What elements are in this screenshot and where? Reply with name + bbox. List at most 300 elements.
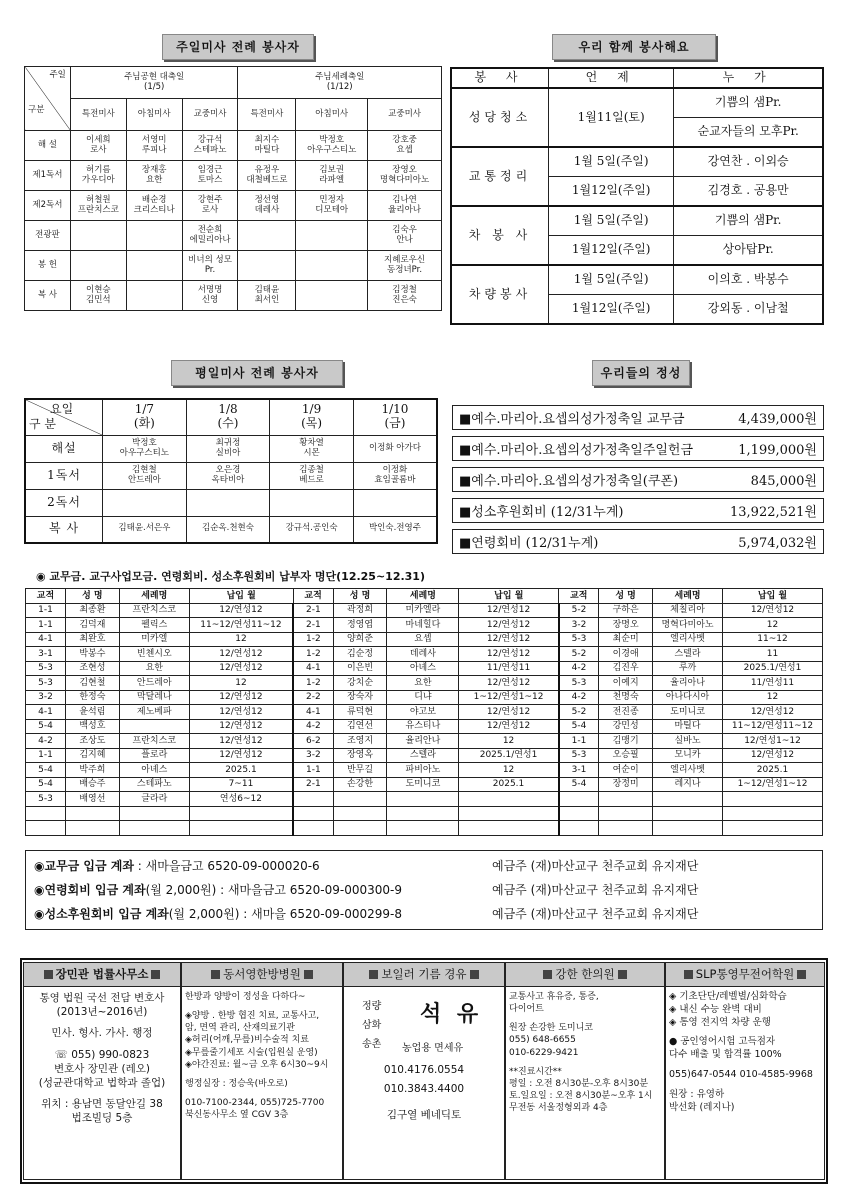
payment-cell: [723, 821, 823, 836]
ad-law: 장민관 법률사무소 통영 법원 국선 전담 변호사 (2013년~2016년) 민사. 형사. 가사. 행정 ☏ 055) 990-0823 변호사 장민관 (레오) (성균관대학교 법학과 졸업) 위치 : 용남면 동달안길 38 법조빌딩 5층: [23, 962, 181, 1180]
payment-cell: 미카엘: [119, 632, 189, 647]
payment-cell: 반무길: [333, 763, 387, 778]
ad-line: 원장 손강한 도미니코: [509, 1023, 593, 1034]
weekday-cell: 이정화 아가다: [353, 435, 437, 462]
together-who: 기쁨의 샘Pr.: [674, 88, 823, 118]
payment-cell: 장명오: [599, 618, 653, 633]
payment-cell: 1-1: [293, 763, 333, 778]
sunday-cell: 허기름 가우디아: [70, 161, 126, 191]
payment-cell: 11/연성11: [459, 661, 559, 676]
payment-cell: 연성6~12: [189, 792, 293, 807]
together-table: [450, 67, 824, 325]
together-when: 1월12일(주일): [549, 236, 674, 266]
payment-heading: ◉ 교무금. 교구사업모금. 연령회비. 성소후원회비 납부자 명단(12.25~12.31): [36, 570, 425, 583]
ad-line: ◈양방 . 한방 협진 치료, 교통사고,: [185, 1011, 320, 1022]
ad-oil: 보일러 기름 경유 정량 삼화 송촌 석 유 농업용 면세유 010.4176.0554 010.3843.4400 김구열 베네딕토: [343, 962, 505, 1180]
weekday-cell: 박정호 아우구스티노: [103, 435, 187, 462]
payment-cell: 마네힐다: [387, 618, 459, 633]
offering-amount: 845,000원: [750, 474, 817, 489]
weekday-cell: 박인숙.전영주: [353, 516, 437, 543]
row-label: 해 설: [25, 131, 71, 161]
payment-cell: 2025.1/연성1: [459, 748, 559, 763]
offering-amount: 1,199,000원: [738, 443, 817, 458]
payment-cell: [65, 806, 119, 821]
payment-cell: 펠릭스: [119, 618, 189, 633]
payment-cell: 스테파노: [119, 777, 189, 792]
payment-cell: 김맹기: [599, 734, 653, 749]
sunday-cell: 김숙우 안나: [368, 221, 442, 251]
payment-cell: 조현성: [65, 661, 119, 676]
payment-cell: 김순정: [333, 647, 387, 662]
sunday-cell: [296, 251, 368, 281]
payment-cell: 배승주: [65, 777, 119, 792]
ad-line: ◈무릎줄기세포 시술(입원실 운영): [185, 1047, 318, 1058]
weekday-day: 1/9 (목): [270, 399, 354, 435]
payment-cell: [189, 821, 293, 836]
sunday-cell: 이세희 로사: [70, 131, 126, 161]
payment-cell: 4-1: [26, 632, 66, 647]
ad-line: 변호사 장민관 (레오): [53, 1062, 150, 1075]
row-label: 봉 헌: [25, 251, 71, 281]
payment-cell: 12/연성12: [189, 705, 293, 720]
payment-cell: [333, 806, 387, 821]
together-when: 1월 5일(주일): [549, 206, 674, 236]
weekday-label: 복 사: [25, 516, 103, 543]
payment-cell: 김지혜: [65, 748, 119, 763]
payment-cell: 12/연성12: [459, 647, 559, 662]
payment-cell: 구하은: [599, 603, 653, 618]
ad-line: [509, 1059, 661, 1066]
together-who: 강외동 . 이남철: [674, 295, 823, 325]
together-when: 1월11일(토): [549, 88, 674, 147]
payment-cell: [653, 792, 723, 807]
payment-cell: 조상도: [65, 734, 119, 749]
ad-line: 위치 : 용남면 동달안길 38: [41, 1098, 163, 1111]
payment-cell: 5-4: [26, 777, 66, 792]
sunday-cell: 이현승 김민석: [70, 281, 126, 311]
payment-cell: 장영옥: [333, 748, 387, 763]
sunday-cell: [126, 281, 182, 311]
square-icon: [618, 970, 627, 979]
payment-cell: [119, 806, 189, 821]
ad-line: 법조빌딩 5층: [71, 1112, 133, 1125]
weekday-label: 해설: [25, 435, 103, 462]
payment-cell: 프란치스코: [119, 734, 189, 749]
payment-cell: 1~12/연성1~12: [459, 690, 559, 705]
payment-cell: 12: [189, 632, 293, 647]
ad-line: 행정실장 : 정승욱(바오로): [185, 1078, 288, 1089]
payment-cell: 강치순: [333, 676, 387, 691]
payment-cell: 스텔라: [653, 647, 723, 662]
account-line: [34, 857, 320, 874]
payment-cell: [65, 821, 119, 836]
weekday-cell: 김태윤.서은우: [103, 516, 187, 543]
account-line: [34, 881, 402, 898]
payment-cell: 이경애: [599, 647, 653, 662]
payment-cell: 박봉수: [65, 647, 119, 662]
payment-header: 세례명: [653, 589, 723, 604]
sunday-cell: 김보권 라파엘: [296, 161, 368, 191]
sunday-cell: [296, 221, 368, 251]
sunday-cell: 장영오 명혁다미아노: [368, 161, 442, 191]
sunday-cell: 강현주 로사: [182, 191, 238, 221]
payment-cell: 6-2: [293, 734, 333, 749]
together-when: 1월 5일(주일): [549, 265, 674, 295]
square-icon: [470, 970, 479, 979]
square-icon: [44, 970, 53, 979]
offering-title: 우리들의 정성: [592, 360, 690, 386]
payment-cell: 12/연성12: [189, 603, 293, 618]
together-who: 이의호 . 박봉수: [674, 265, 823, 295]
payment-cell: [459, 792, 559, 807]
offering-label: ■예수.마리아.요셉의성가정축일(쿠폰): [459, 474, 679, 489]
payment-cell: 정영엽: [333, 618, 387, 633]
payment-cell: 야고보: [387, 705, 459, 720]
payment-cell: 1-2: [293, 676, 333, 691]
sunday-cell: 김태윤 최서인: [238, 281, 296, 311]
offering-label: ■예수.마리아.요셉의성가정축일주일헌금: [459, 443, 694, 458]
sunday-cell: 지혜로우신 동정녀Pr.: [368, 251, 442, 281]
payment-cell: 손강한: [333, 777, 387, 792]
payment-cell: 장숙자: [333, 690, 387, 705]
payment-cell: 5-2: [559, 603, 599, 618]
together-who: 김경호 . 공용만: [674, 177, 823, 207]
payment-cell: 아녜스: [119, 763, 189, 778]
payment-cell: [293, 806, 333, 821]
payment-cell: 요셉: [387, 632, 459, 647]
ad-line: 김구열 베네딕토: [386, 1108, 462, 1121]
payment-cell: 마틸다: [653, 719, 723, 734]
payment-cell: 오승필: [599, 748, 653, 763]
payment-header: 교적: [293, 589, 333, 604]
payment-cell: 12/연성12: [189, 734, 293, 749]
payment-cell: 스텔라: [387, 748, 459, 763]
weekday-cell: 김종철 베드로: [270, 462, 354, 489]
payment-cell: 12: [723, 690, 823, 705]
ad-line: 010.4176.0554: [383, 1064, 465, 1076]
payment-cell: 요한: [119, 661, 189, 676]
payment-cell: 3-1: [559, 763, 599, 778]
payment-cell: [723, 806, 823, 821]
payment-cell: 5-3: [559, 748, 599, 763]
together-title: 우리 함께 봉사해요: [552, 34, 716, 60]
ad-line: [27, 1090, 177, 1097]
payment-cell: [559, 806, 599, 821]
ad-line: 010-7100-2344, 055)725-7700: [185, 1097, 325, 1108]
ad-line: 055)647-0544 010-4585-9968: [669, 1069, 813, 1081]
payment-header: 성 명: [599, 589, 653, 604]
sunday-cell: 강호중 요셉: [368, 131, 442, 161]
sunday-cell: 비너의 성모 Pr.: [182, 251, 238, 281]
offering-item: [452, 405, 824, 430]
payment-cell: 5-4: [559, 719, 599, 734]
payment-cell: 5-3: [26, 792, 66, 807]
payment-cell: 박주희: [65, 763, 119, 778]
weekday-cell: 황차열 시몬: [270, 435, 354, 462]
ad-line: ● 공인영어시험 고득점자: [669, 1036, 776, 1048]
payment-cell: 3-2: [293, 748, 333, 763]
sunday-cell: [238, 251, 296, 281]
payment-cell: 장정미: [599, 777, 653, 792]
payment-cell: [653, 806, 723, 821]
payment-cell: [459, 821, 559, 836]
payment-cell: 아나다시아: [653, 690, 723, 705]
payment-header: 세례명: [387, 589, 459, 604]
payment-cell: 12: [459, 763, 559, 778]
mass-header: 아침미사: [296, 99, 368, 131]
payment-cell: [387, 821, 459, 836]
payment-cell: 1~12/연성1~12: [723, 777, 823, 792]
payment-cell: [559, 792, 599, 807]
ad-line: 원장 : 유영하: [669, 1088, 725, 1100]
payment-cell: 도미니코: [387, 777, 459, 792]
payment-cell: 요한: [387, 676, 459, 691]
ad-oil-area: 정량: [362, 1001, 382, 1012]
sunday-cell: 김나연 율리아나: [368, 191, 442, 221]
account-label: ◉연령회비 입금 계좌: [34, 883, 146, 897]
payment-cell: 7~11: [189, 777, 293, 792]
payment-cell: 명혁다미아노: [653, 618, 723, 633]
ad-line: 민사. 형사. 가사. 행정: [51, 1027, 153, 1040]
feast-2: 주님세례축일 (1/12): [238, 67, 442, 99]
weekday-label: 2독서: [25, 489, 103, 516]
ad-line: 무전동 서울정형외과 4층: [509, 1103, 608, 1114]
payment-cell: 5-4: [26, 719, 66, 734]
payment-cell: 체칠리아: [653, 603, 723, 618]
payment-cell: 양희준: [333, 632, 387, 647]
payment-cell: [723, 792, 823, 807]
payment-cell: 12/연성12: [723, 705, 823, 720]
sunday-cell: 서영미 루피나: [126, 131, 182, 161]
payment-cell: 막달레나: [119, 690, 189, 705]
sunday-cell: 박정호 아우구스티노: [296, 131, 368, 161]
payment-cell: 강민성: [599, 719, 653, 734]
weekday-cell: 김순옥.천현숙: [186, 516, 270, 543]
weekday-day: 1/7 (화): [103, 399, 187, 435]
offering-item: [452, 529, 824, 554]
payment-cell: [599, 806, 653, 821]
row-label: 제2독서: [25, 191, 71, 221]
ad-line: 다이어트: [509, 1004, 544, 1015]
sunday-cell: [70, 221, 126, 251]
row-label: 전광판: [25, 221, 71, 251]
payment-cell: 플로라: [119, 748, 189, 763]
ad-line: ◈ 기초단단/레벨별/심화학습: [669, 991, 787, 1002]
ad-line: ◈야간진료: 월~금 오후 6시30~9시: [185, 1059, 329, 1070]
payment-cell: 데레사: [387, 647, 459, 662]
payment-cell: 12/연성12: [459, 603, 559, 618]
payment-cell: 12/연성1~12: [723, 734, 823, 749]
offering-item: [452, 498, 824, 523]
payment-cell: [559, 821, 599, 836]
payment-header: 납입 월: [189, 589, 293, 604]
payment-cell: 김진우: [599, 661, 653, 676]
payment-cell: 3-2: [559, 618, 599, 633]
ad-line: ◈ 통영 전지역 차량 운행: [669, 1016, 771, 1028]
payment-cell: 2025.1: [189, 763, 293, 778]
payment-cell: 조영지: [333, 734, 387, 749]
payment-cell: 디냐: [387, 690, 459, 705]
payment-cell: [387, 792, 459, 807]
weekday-cell: [186, 489, 270, 516]
payment-cell: 5-3: [26, 676, 66, 691]
weekday-day: 1/10 (금): [353, 399, 437, 435]
square-icon: [684, 970, 693, 979]
ad-line: 055) 648-6655: [509, 1035, 576, 1046]
together-when: 1월12일(주일): [549, 177, 674, 207]
ad-line: 010.3843.4400: [383, 1082, 465, 1095]
payment-cell: 2-2: [293, 690, 333, 705]
row-label: 복 사: [25, 281, 71, 311]
payment-cell: 2025.1/연성1: [723, 661, 823, 676]
weekday-cell: 강규석.공인숙: [270, 516, 354, 543]
ad-line: 한방과 양방이 정성을 다하다~: [185, 992, 306, 1002]
sunday-cell: 배순경 크리스티나: [126, 191, 182, 221]
square-icon: [151, 970, 160, 979]
square-icon: [369, 970, 378, 979]
account-label: ◉성소후원회비 입금 계좌: [34, 907, 169, 921]
together-when: 1월12일(주일): [549, 295, 674, 325]
ad-hospital: 동서영한방병원 한방과 양방이 정성을 다하다~ ◈양방 . 한방 협진 치료, 교통사고, 암, 면역 관리, 산재의료기관 ◈허리(어깨,무릎)비수술적 치료 ◈무릎줄기세포 시술(입원실 운영) ◈야간진료: 월~금 오후 6시30~9시 행정실장 : 정승욱(바오로) 010-7100-2344, 055)725-7700 북신동사무소 옆 CGV 3층: [181, 962, 343, 1180]
mass-header: 특전미사: [70, 99, 126, 131]
weekday-day: 1/8 (수): [186, 399, 270, 435]
payment-cell: 율리아나: [653, 676, 723, 691]
payment-header: 성 명: [333, 589, 387, 604]
payment-cell: [599, 821, 653, 836]
sunday-corner: 주일 구분: [25, 67, 71, 131]
ad-line: 토.일요일 : 오전 8시30분~오후 1시: [509, 1090, 653, 1101]
account-detail: (월 2,000원) : 새마을 6520-09-000299-8: [168, 907, 402, 921]
payment-cell: 이예지: [599, 676, 653, 691]
sunday-cell: [296, 281, 368, 311]
payment-cell: 12/연성12: [723, 603, 823, 618]
payment-cell: 4-2: [559, 690, 599, 705]
weekday-cell: [270, 489, 354, 516]
payment-cell: 5-4: [559, 777, 599, 792]
payment-table: [25, 588, 823, 836]
sunday-cell: 전순희 에밀리아나: [182, 221, 238, 251]
payment-cell: 11~12: [723, 632, 823, 647]
ad-line: ◈ 내신 수능 완벽 대비: [669, 1003, 762, 1015]
weekday-title: 평일미사 전례 봉사자: [171, 360, 343, 386]
payment-header: 납입 월: [723, 589, 823, 604]
ad-line: 010-6229-9421: [509, 1047, 579, 1058]
payment-cell: 2-1: [293, 618, 333, 633]
payment-cell: 4-1: [26, 705, 66, 720]
payment-cell: 12/연성12: [459, 618, 559, 633]
payment-header: 교적: [559, 589, 599, 604]
payment-cell: 11~12/연성11~12: [723, 719, 823, 734]
ad-line: 교통사고 휴유증, 통증,: [509, 992, 599, 1002]
payment-cell: 11/연성11: [723, 676, 823, 691]
offering-label: ■성소후원회비 (12/31누계): [459, 505, 624, 520]
payment-cell: 12: [189, 676, 293, 691]
payment-cell: 1-2: [293, 632, 333, 647]
payment-cell: 12: [723, 618, 823, 633]
feast-1: 주님공현 대축일 (1/5): [70, 67, 238, 99]
offering-amount: 13,922,521원: [730, 505, 817, 520]
payment-cell: 2025.1: [459, 777, 559, 792]
payment-cell: 루까: [653, 661, 723, 676]
ad-line: 북신동사무소 옆 CGV 3층: [185, 1110, 289, 1121]
payment-cell: 5-4: [26, 763, 66, 778]
payment-cell: 제노베파: [119, 705, 189, 720]
ad-oil-area: 삼화: [362, 1020, 382, 1031]
ad-line: [27, 1041, 177, 1048]
payment-cell: 5-3: [559, 632, 599, 647]
payment-cell: 4-2: [26, 734, 66, 749]
sunday-cell: 임경근 토마스: [182, 161, 238, 191]
payment-cell: [459, 806, 559, 821]
payment-cell: 도미니코: [653, 705, 723, 720]
payment-cell: 레지나: [653, 777, 723, 792]
payment-cell: 4-2: [559, 661, 599, 676]
ad-line: 통영 법원 국선 전담 변호사: [39, 992, 165, 1004]
corner-bottom: 구 분: [29, 416, 56, 431]
weekday-cell: [103, 489, 187, 516]
ad-line: ☏ 055) 990-0823: [54, 1048, 150, 1061]
weekday-label: 1독서: [25, 462, 103, 489]
payment-cell: 1-1: [26, 748, 66, 763]
sunday-cell: 유정우 대철베드로: [238, 161, 296, 191]
ad-line: [27, 1019, 177, 1026]
payment-cell: 미카엘라: [387, 603, 459, 618]
weekday-table: [24, 398, 438, 544]
payment-cell: 모니카: [653, 748, 723, 763]
sunday-cell: [238, 221, 296, 251]
sunday-cell: 정선영 데레사: [238, 191, 296, 221]
sunday-cell: 강규석 스테파노: [182, 131, 238, 161]
offering-amount: 4,439,000원: [738, 412, 817, 427]
payment-cell: [26, 806, 66, 821]
payment-cell: 김연선: [333, 719, 387, 734]
account-detail: (월 2,000원) : 새마을금고 6520-09-000300-9: [145, 883, 402, 897]
account-holder: 예금주 (재)마산교구 천주교회 유지재단: [492, 859, 699, 873]
payment-header: 교적: [26, 589, 66, 604]
ad-line: ◈허리(어깨,무릎)비수술적 치료: [185, 1035, 309, 1046]
corner-top: 요일: [50, 402, 74, 416]
payment-cell: 류덕현: [333, 705, 387, 720]
payment-header: 납입 월: [459, 589, 559, 604]
together-header: 누 가: [674, 68, 823, 88]
square-icon: [304, 970, 313, 979]
payment-header: 세례명: [119, 589, 189, 604]
payment-cell: 이은빈: [333, 661, 387, 676]
square-icon: [797, 970, 806, 979]
payment-cell: [333, 792, 387, 807]
row-label: 제1독서: [25, 161, 71, 191]
payment-cell: 5-3: [559, 676, 599, 691]
payment-cell: 빈첸시오: [119, 647, 189, 662]
sunday-cell: 장재홍 요한: [126, 161, 182, 191]
payment-cell: [26, 821, 66, 836]
ad-line: [347, 1099, 501, 1106]
ad-oil-area: 송촌: [362, 1039, 382, 1050]
payment-cell: 5-3: [26, 661, 66, 676]
sunday-title: 주일미사 전례 봉사자: [162, 34, 314, 60]
ad-line: [185, 1071, 339, 1078]
ad-line: (성균관대학교 법학과 졸업): [38, 1076, 166, 1089]
payment-cell: 4-2: [293, 719, 333, 734]
payment-cell: 12/연성12: [459, 632, 559, 647]
ad-academy: SLP통영무전어학원 ◈ 기초단단/레벨별/심화학습 ◈ 내신 수능 완벽 대비 ◈ 통영 전지역 차량 운행 ● 공인영어시험 고득점자 다수 배출 및 합격률 100% 055)647-0544 010-4585-9968 원장 : 유영하 박선화 (레지나): [665, 962, 825, 1180]
payment-cell: 12: [459, 734, 559, 749]
account-detail: : 새마을금고 6520-09-000020-6: [133, 859, 320, 873]
payment-cell: 4-1: [293, 705, 333, 720]
ad-line: [669, 1062, 821, 1069]
together-who: 기쁨의 샘Pr.: [674, 206, 823, 236]
sunday-table: [24, 66, 442, 311]
